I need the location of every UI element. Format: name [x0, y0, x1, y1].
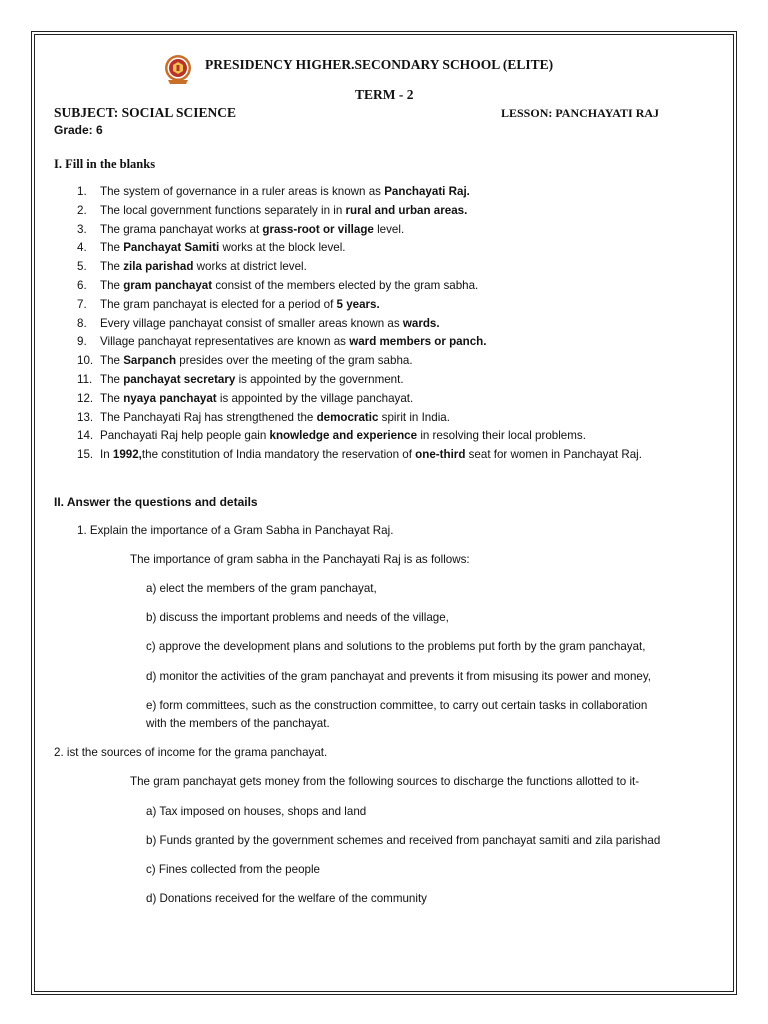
blank-item: [77, 354, 413, 367]
blank-item: [77, 448, 642, 461]
blank-text: The: [100, 354, 124, 368]
school-crest-icon: [162, 53, 194, 85]
page-border-inner: [34, 34, 734, 992]
blank-text: presides over the meeting of the gram sabha.: [176, 354, 413, 368]
blank-item-number: 11.: [77, 373, 93, 386]
blank-item: [77, 279, 478, 292]
blank-text: The local government functions separately in in: [100, 203, 346, 217]
answer-item: b) Funds granted by the government schemes and received from panchayat samiti and zila parishad: [146, 834, 661, 847]
blank-answer: rural and urban areas.: [345, 203, 468, 217]
blank-item-number: 2.: [77, 203, 87, 217]
blank-text: works at district level.: [193, 260, 307, 274]
blank-item-number: 1.: [77, 185, 87, 198]
blank-answer: grass-root or village: [262, 222, 374, 236]
blank-text: in resolving their local problems.: [417, 429, 586, 443]
blank-answer: gram panchayat: [123, 279, 213, 292]
answer-item: c) Fines collected from the people: [146, 863, 320, 876]
answer-item: d) Donations received for the welfare of the community: [146, 892, 427, 905]
blank-item-number: 14.: [77, 429, 94, 443]
blank-item: [77, 335, 486, 348]
question-2: 2. ist the sources of income for the grama panchayat.: [54, 746, 328, 759]
blank-text: The: [100, 391, 124, 405]
blank-text: The: [100, 373, 124, 386]
blank-text: Panchayati Raj help people gain: [100, 429, 270, 443]
blank-item: [77, 392, 413, 405]
grade-label: Grade: 6: [54, 123, 103, 137]
answer-item: b) discuss the important problems and needs of the village,: [146, 611, 449, 624]
blank-item-number: 13.: [77, 410, 94, 424]
blank-text: Every village panchayat consist of smaller areas known as: [100, 316, 403, 330]
blank-text: the constitution of India mandatory the reservation of: [141, 448, 416, 462]
blank-item: [77, 411, 450, 424]
blank-item: [77, 298, 380, 311]
blank-item: [77, 317, 440, 330]
blank-text: The Panchayati Raj has strengthened the: [100, 410, 317, 424]
blank-text: The system of governance in a ruler areas is known as: [100, 185, 385, 198]
blank-answer: ward members or panch.: [349, 335, 487, 349]
blank-answer: Panchayati Raj.: [384, 185, 470, 198]
blank-item-number: 15.: [77, 448, 94, 462]
blank-item-number: 10.: [77, 354, 94, 368]
answer-item: with the members of the panchayat.: [146, 717, 330, 730]
blank-item: [77, 204, 467, 217]
answer-item: a) elect the members of the gram panchayat,: [146, 582, 377, 595]
blank-answer: 5 years.: [336, 297, 380, 311]
blank-answer: zila parishad: [123, 260, 194, 274]
answer-item: c) approve the development plans and solutions to the problems put forth by the gram panchayat,: [146, 640, 646, 653]
blank-text: consist of the members elected by the gram sabha.: [212, 279, 479, 292]
answer-intro-1: The importance of gram sabha in the Panchayati Raj is as follows:: [130, 553, 470, 566]
blank-item: [77, 223, 404, 236]
section-answer-title: II. Answer the questions and details: [54, 495, 258, 509]
blank-text: seat for women in Panchayat Raj.: [465, 448, 642, 462]
blank-answer: Sarpanch: [123, 354, 177, 368]
blank-text: The: [100, 260, 124, 274]
blank-answer: wards.: [402, 316, 440, 330]
blank-item: [77, 241, 346, 254]
blank-answer: knowledge and experience: [269, 429, 418, 443]
blank-item-number: 4.: [77, 241, 87, 255]
blank-item-number: 8.: [77, 316, 87, 330]
lesson-label: LESSON: PANCHAYATI RAJ: [501, 106, 660, 120]
blank-text: The grama panchayat works at: [100, 222, 263, 236]
blank-text: works at the block level.: [219, 241, 346, 255]
blank-item: [77, 260, 307, 273]
answer-item: a) Tax imposed on houses, shops and land: [146, 805, 367, 818]
term-label: TERM - 2: [355, 87, 414, 102]
blank-text: is appointed by the government.: [235, 373, 404, 386]
blank-item-number: 12.: [77, 391, 94, 405]
blank-text: The: [100, 241, 124, 255]
subject-label: SUBJECT: SOCIAL SCIENCE: [54, 105, 237, 120]
blank-text: The: [100, 279, 124, 292]
blank-text: Village panchayat representatives are known as: [100, 335, 350, 349]
section-fill-blanks-title: I. Fill in the blanks: [54, 157, 156, 171]
blank-answer: democratic: [316, 410, 379, 424]
blank-text: level.: [373, 222, 405, 236]
question-1: 1. Explain the importance of a Gram Sabha in Panchayat Raj.: [77, 524, 394, 537]
blank-answer: 1992,: [112, 448, 142, 462]
blank-answer: Panchayat Samiti: [123, 241, 220, 255]
blank-text: The gram panchayat is elected for a period of: [100, 297, 337, 311]
blank-item-number: 9.: [77, 335, 87, 349]
blank-item-number: 7.: [77, 297, 87, 311]
answer-intro-2: The gram panchayat gets money from the following sources to discharge the functions allotted to it-: [130, 775, 640, 788]
blank-item: [77, 429, 586, 442]
blank-item: [77, 185, 470, 198]
blank-item-number: 6.: [77, 279, 87, 292]
blank-answer: panchayat secretary: [123, 373, 236, 386]
blank-answer: one-third: [415, 448, 466, 462]
blank-answer: nyaya panchayat: [123, 391, 217, 405]
school-name: PRESIDENCY HIGHER.SECONDARY SCHOOL (ELITE): [205, 57, 554, 72]
blank-item: [77, 373, 404, 386]
blank-text: is appointed by the village panchayat.: [216, 391, 414, 405]
blank-item-number: 3.: [77, 222, 87, 236]
blank-text: spirit in India.: [378, 410, 450, 424]
blank-text: In: [100, 448, 113, 462]
answer-item: d) monitor the activities of the gram panchayat and prevents it from misusing its power and money,: [146, 670, 651, 683]
answer-item: e) form committees, such as the construction committee, to carry out certain tasks in collaboration: [146, 699, 648, 712]
blank-item-number: 5.: [77, 260, 87, 274]
